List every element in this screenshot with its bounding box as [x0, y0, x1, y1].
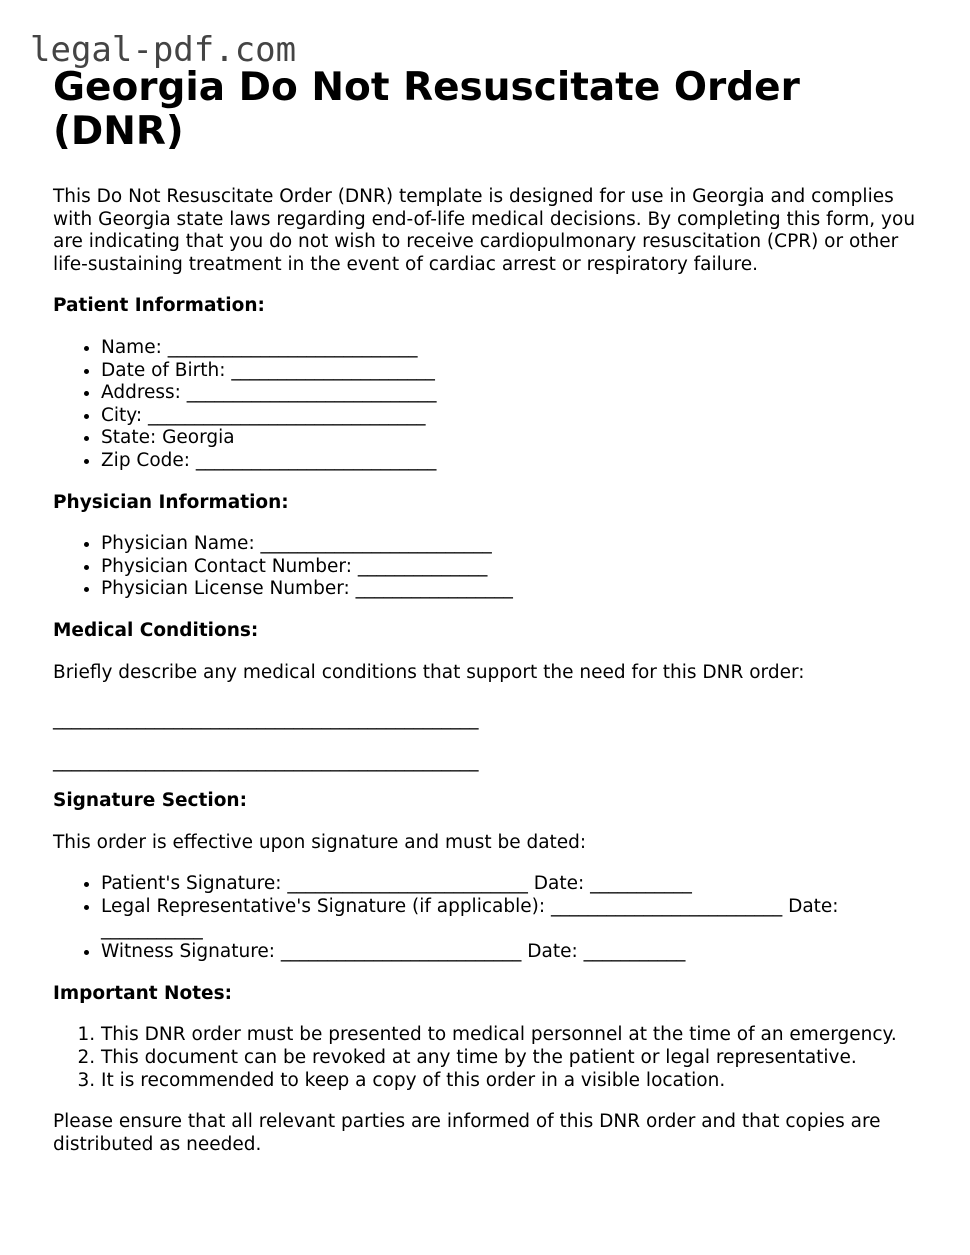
patient-section-heading: Patient Information: — [53, 295, 265, 317]
patient-address-field: • Address: ___________________________ — [101, 382, 923, 405]
note-item: 1. This DNR order must be presented to medical personnel at the time of an emergency. — [101, 1024, 923, 1047]
medical-line-2: ______________________________________________ — [53, 750, 479, 772]
patient-info-list — [53, 337, 923, 473]
patient-zip-field: • Zip Code: __________________________ — [101, 450, 923, 473]
witness-signature-field: • Witness Signature: __________________________ Date: ___________ — [101, 941, 923, 964]
closing-paragraph: Please ensure that all relevant parties are informed of this DNR order and that copies are distributed as needed. — [53, 1111, 881, 1155]
physician-name-field: • Physician Name: _________________________ — [101, 533, 923, 556]
patient-signature-field: • Patient's Signature: __________________________ Date: ___________ — [101, 873, 923, 896]
signature-list — [53, 873, 923, 963]
intro-paragraph: This Do Not Resuscitate Order (DNR) template is designed for use in Georgia and complies with Georgia state laws regarding end-of-life medical decisions. By completing this form, you are indicating that you do not wish to receive cardiopulmonary resuscitation (CPR) or other life-sustaining treatment in the event of cardiac arrest or respiratory failure. — [53, 186, 916, 275]
representative-signature-field: • Legal Representative's Signature (if applicable): _________________________ Date: ___________ — [101, 896, 923, 941]
physician-license-field: • Physician License Number: _________________ — [101, 578, 923, 601]
signature-section-heading: Signature Section: — [53, 790, 247, 812]
physician-contact-field: • Physician Contact Number: ______________ — [101, 556, 923, 579]
patient-name-field: • Name: ___________________________ — [101, 337, 923, 360]
notes-section-heading: Important Notes: — [53, 982, 233, 1004]
notes-list — [53, 1024, 923, 1092]
document-title: Georgia Do Not Resuscitate Order (DNR) — [53, 65, 800, 154]
patient-city-field: • City: ______________________________ — [101, 405, 923, 428]
patient-dob-field: • Date of Birth: ______________________ — [101, 360, 923, 383]
patient-state-field: • State: Georgia — [101, 427, 923, 450]
note-item: 3. It is recommended to keep a copy of this order in a visible location. — [101, 1070, 923, 1093]
document-body — [53, 66, 923, 1156]
medical-prompt: Briefly describe any medical conditions that support the need for this DNR order: — [53, 661, 805, 683]
signature-intro: This order is effective upon signature and must be dated: — [53, 831, 587, 853]
physician-section-heading: Physician Information: — [53, 491, 289, 513]
watermark-logo: legal-pdf.com — [30, 30, 297, 70]
medical-section-heading: Medical Conditions: — [53, 619, 259, 641]
medical-line-1: ______________________________________________ — [53, 709, 479, 731]
note-item: 2. This document can be revoked at any time by the patient or legal representative. — [101, 1047, 923, 1070]
physician-info-list — [53, 533, 923, 601]
